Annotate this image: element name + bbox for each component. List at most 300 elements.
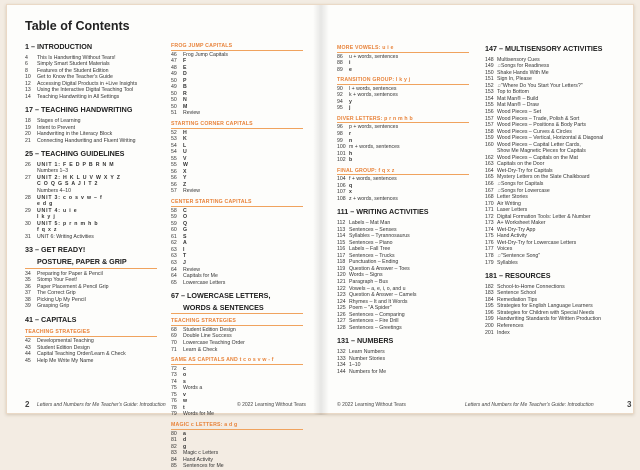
toc-entry[interactable] (485, 260, 621, 267)
entry-title: r (349, 131, 352, 138)
entry-title: Sentences – Fire Drill (349, 318, 399, 325)
entry-title: UNIT 3: c o s v w – f (37, 194, 103, 201)
entry-title: j (349, 105, 352, 112)
entry-title: UNIT 2: H K L U V W X Y Z (37, 174, 121, 181)
entry-title: m + words, sentences (349, 144, 400, 151)
music-note-icon: ♫ (497, 187, 501, 194)
subsection-heading: SAME AS CAPITALS AND t c o s v w - f (171, 357, 303, 365)
right-page-number: 3 (627, 400, 632, 409)
entry-title: X (183, 168, 188, 175)
left-page (7, 5, 321, 470)
subsection-heading: TEACHING STRATEGIES (171, 318, 303, 326)
entry-title: z + words, sentences (349, 195, 398, 202)
entry-page-number: 75 (171, 391, 177, 398)
entry-title: References (497, 322, 524, 329)
entry-title: U (183, 149, 188, 156)
entry-title: Grasping Grip (37, 303, 70, 310)
entry-page-number: 178 (485, 253, 494, 259)
entry-title: b (349, 157, 353, 164)
entry-page-number: 75 (171, 385, 177, 392)
entry-page-number: 201 (485, 329, 494, 336)
section-heading: 1 – INTRODUCTION (25, 42, 93, 51)
music-note-icon: ♫ (497, 63, 501, 70)
entry-page-number: 50 (171, 103, 177, 110)
entry-title: Capital Teaching Order/Learn & Check (37, 351, 126, 358)
entry-title: q (349, 182, 353, 189)
left-footer-text: Letters and Numbers for Me Teacher's Guide: Introduction (37, 402, 166, 408)
entry-title: Voices (497, 246, 513, 253)
entry-title: Hand Activity (497, 233, 527, 240)
entry-title: G (183, 227, 188, 234)
entry-page-number: 149 (485, 63, 494, 70)
entry-page-number: 183 (485, 290, 494, 297)
toc-column-4 (485, 45, 621, 336)
entry-page-number: 199 (485, 316, 494, 323)
entry-page-number: 38 (25, 296, 31, 303)
entry-title: Words for Me (183, 411, 215, 418)
entry-page-number: 179 (485, 259, 494, 266)
right-footer-text: Letters and Numbers for Me Teacher's Guide: Introduction (465, 402, 594, 408)
entry-title: Sign In, Please (497, 76, 532, 83)
entry-title: R (183, 90, 188, 97)
entry-title: Using the Interactive Digital Teaching Tool (37, 87, 134, 94)
entry-title: Q (183, 220, 188, 227)
entry-page-number: 54 (171, 149, 177, 156)
section-heading: 25 – TEACHING GUIDELINES (25, 149, 125, 159)
entry-page-number: 68 (171, 326, 177, 333)
entry-page-number: 158 (485, 128, 494, 135)
entry-page-number: 160 (485, 141, 494, 148)
entry-page-number: 125 (337, 305, 346, 312)
entry-title: Get to Know the Teacher's Guide (37, 74, 113, 81)
entry-title: Numbers for Me (349, 368, 387, 375)
entry-page-number: 50 (171, 90, 177, 97)
entry-page-number: 19 (25, 124, 31, 131)
entry-title: Help Me Write My Name (37, 357, 94, 364)
entry-title: Lowercase Teaching Order (183, 339, 245, 346)
entry-title: Syllables – Tyrannosaurus (349, 233, 410, 240)
left-page-number: 2 (25, 400, 30, 409)
entry-title: Rhymes – It and It Words (349, 298, 408, 305)
entry-page-number: 127 (337, 318, 346, 325)
toc-entry[interactable] (337, 325, 469, 332)
entry-page-number: 49 (171, 84, 177, 91)
entry-page-number: 44 (25, 351, 31, 358)
section-heading: 147 – MULTISENSORY ACTIVITIES (485, 44, 603, 53)
entry-page-number: 63 (171, 246, 177, 253)
entry-page-number: 172 (485, 213, 494, 220)
entry-page-number: 88 (337, 60, 343, 67)
entry-title: C (183, 207, 188, 214)
entry-page-number: 62 (171, 240, 177, 247)
toc-entry[interactable] (25, 138, 157, 145)
entry-title: Sentences – Comparing (349, 311, 405, 318)
entry-page-number: 58 (171, 207, 177, 214)
entry-page-number: 56 (171, 175, 177, 182)
entry-page-number: 102 (337, 157, 346, 164)
entry-page-number: 63 (171, 253, 177, 260)
entry-page-number: 71 (171, 346, 177, 353)
entry-page-number: 159 (485, 135, 494, 142)
entry-page-number: 123 (337, 292, 346, 299)
section-heading: 181 – RESOURCES (485, 271, 551, 281)
section-heading: POSTURE, PAPER & GRIP (25, 258, 157, 269)
entry-title: Stages of Learning (37, 118, 81, 125)
entry-title: l + words, sentences (349, 85, 397, 92)
entry-page-number: 37 (25, 290, 31, 297)
entry-page-number: 27 (25, 174, 31, 181)
entry-title: Magic c Letters (183, 450, 219, 457)
entry-page-number: 83 (171, 450, 177, 457)
entry-page-number: 26 (25, 161, 31, 168)
entry-page-number: 28 (25, 194, 31, 201)
entry-title: Mat Man® – Build (497, 95, 539, 102)
subsection-heading: FINAL GROUP: f q x z (337, 168, 469, 176)
entry-page-number: 163 (485, 161, 494, 168)
entry-page-number: 171 (485, 207, 494, 214)
entry-title: w (183, 398, 188, 405)
entry-page-number: 20 (25, 131, 31, 138)
entry-title: "Where Do You Start Your Letters?" (501, 82, 583, 89)
entry-title: c (183, 365, 187, 372)
entry-page-number: 184 (485, 296, 494, 303)
entry-title: Learn Numbers (349, 348, 385, 355)
toc-column-1 (25, 43, 157, 364)
entry-title: Poem – "A Spider" (349, 305, 392, 312)
entry-title: Sentences – Greetings (349, 324, 402, 331)
entry-title: L (183, 142, 187, 149)
entry-title: f q x z (37, 227, 58, 234)
entry-title: Wood Pieces – Capital Letter Cards, (497, 141, 581, 148)
entry-title: Handwriting in the Literacy Block (37, 131, 113, 138)
entry-page-number: 82 (171, 443, 177, 450)
entry-title: B (183, 84, 188, 91)
entry-page-number: 78 (171, 404, 177, 411)
entry-title: Lowercase Letters (183, 279, 226, 286)
entry-title: Accessing Digital Products in +Live Insights (37, 80, 138, 87)
subsection-heading: CENTER STARTING CAPITALS (171, 199, 303, 207)
toc-entry[interactable] (25, 303, 157, 310)
subsection-heading: MAGIC c LETTERS: a d g (171, 422, 303, 430)
entry-title: M (183, 103, 189, 110)
entry-title: Sentences for Me (183, 463, 224, 470)
entry-title: a (183, 430, 187, 437)
toc-entry[interactable] (485, 330, 621, 337)
entry-title: N (183, 97, 188, 104)
entry-page-number: 166 (485, 180, 494, 187)
toc-entry[interactable] (337, 105, 469, 112)
entry-title: Words – Signs (349, 272, 383, 279)
entry-page-number: 176 (485, 239, 494, 246)
toc-entry[interactable] (25, 94, 157, 101)
entry-page-number: 84 (171, 456, 177, 463)
entry-page-number: 64 (171, 266, 177, 273)
entry-title: Mat Man® – Draw (497, 102, 539, 109)
entry-page-number: 59 (171, 214, 177, 221)
entry-page-number: 80 (171, 430, 177, 437)
entry-title: Question & Answer – Toes (349, 265, 410, 272)
entry-page-number: 54 (171, 142, 177, 149)
entry-title: Paper Placement & Pencil Grip (37, 283, 109, 290)
entry-page-number: 43 (25, 344, 31, 351)
entry-title: Songs for Readiness (501, 63, 550, 70)
toc-entry[interactable] (25, 358, 157, 365)
entry-title: V (183, 155, 188, 162)
entry-title: v (183, 391, 187, 398)
entry-title: Wood Pieces – Vertical, Horizontal & Diagonal (497, 135, 604, 142)
entry-title: Wood Pieces – Positions & Body Parts (497, 122, 587, 129)
section-heading: WORDS & SENTENCES (171, 304, 303, 315)
entry-title: g (183, 443, 187, 450)
entry-page-number: 50 (171, 77, 177, 84)
entry-title: Air Writing (497, 200, 521, 207)
entry-page-number: 156 (485, 108, 494, 115)
entry-title: UNIT 5: p r n m h b (37, 220, 99, 227)
subsection-heading: DIVER LETTERS: p r n m h b (337, 116, 469, 124)
entry-title: Numbers 4–10 (37, 187, 72, 194)
entry-title: Mystery Letters on the Slate Chalkboard (497, 174, 590, 181)
entry-page-number: 118 (337, 259, 346, 266)
entry-page-number: 31 (25, 233, 31, 240)
entry-page-number: 89 (337, 66, 343, 73)
entry-page-number: 92 (337, 92, 343, 99)
entry-page-number: 34 (25, 270, 31, 277)
entry-title: t (183, 404, 186, 411)
entry-title: f + words, sentences (349, 176, 397, 183)
entry-title: x (349, 189, 353, 196)
subsection-heading: MORE VOWELS: u i e (337, 45, 469, 53)
music-note-icon: ♫ (497, 180, 501, 187)
entry-title: k + words, sentences (349, 92, 398, 99)
entry-page-number: 157 (485, 115, 494, 122)
section-heading: 111 – WRITING ACTIVITIES (337, 207, 429, 217)
toc-entry[interactable] (337, 369, 469, 376)
entry-title: K (183, 136, 188, 143)
entry-page-number: 162 (485, 154, 494, 161)
entry-page-number: 126 (337, 311, 346, 318)
entry-title: Frog Jump Capitals (183, 51, 228, 58)
entry-page-number: 42 (25, 337, 31, 344)
section-heading: 41 – CAPITALS (25, 314, 77, 324)
entry-page-number: 6 (25, 61, 28, 68)
toc-entry[interactable] (337, 196, 469, 203)
entry-title: Capitals for Me (183, 273, 218, 280)
entry-page-number: 8 (25, 67, 28, 74)
entry-title: Hand Activity (183, 456, 213, 463)
entry-title: I (183, 246, 186, 253)
entry-title: Top to Bottom (497, 89, 530, 96)
entry-page-number: 72 (171, 365, 177, 372)
entry-title: Review (183, 110, 201, 117)
entry-title: p + words, sentences (349, 124, 399, 131)
entry-title: Stomp Your Feet! (37, 277, 78, 284)
entry-page-number: 4 (25, 54, 28, 61)
entry-title: Wood Pieces – Set (497, 108, 542, 115)
entry-page-number: 164 (485, 167, 494, 174)
entry-title: Teaching Handwriting in All Settings (37, 93, 120, 100)
entry-title: Labels – Fall Tree (349, 246, 391, 253)
entry-title: The Correct Grip (37, 290, 76, 297)
entry-page-number: 86 (337, 53, 343, 60)
entry-title: Sentences – Piano (349, 239, 393, 246)
entry-title: H (183, 129, 188, 136)
entry-title: J (183, 259, 187, 266)
entry-title: UNIT 1: F E D P B R N M (37, 161, 115, 168)
entry-title: A+ Worksheet Maker (497, 220, 546, 227)
entry-title: Wood Pieces – Capitals on the Mat (497, 154, 578, 161)
entry-title: P (183, 77, 188, 84)
entry-title: Wood Pieces – Trade, Polish & Sort (497, 115, 580, 122)
toc-entry[interactable] (171, 280, 303, 287)
entry-title: e d g (37, 201, 54, 208)
entry-page-number: 76 (171, 398, 177, 405)
right-copyright: © 2022 Learning Without Tears (337, 402, 406, 408)
entry-page-number: 134 (337, 362, 346, 369)
entry-title: Remediation Tips (497, 296, 538, 303)
entry-page-number: 100 (337, 144, 346, 151)
entry-title: u + words, sentences (349, 53, 399, 60)
entry-title: Sentences – Trucks (349, 252, 395, 259)
entry-page-number: 155 (485, 102, 494, 109)
entry-page-number: 69 (171, 333, 177, 340)
toc-column-3 (337, 45, 469, 375)
entry-title: Strategies for English Language Learners (497, 303, 593, 310)
page-title: Table of Contents (25, 19, 130, 33)
entry-page-number: 154 (485, 95, 494, 102)
entry-title: Developmental Teaching (37, 337, 94, 344)
entry-page-number: 113 (337, 226, 346, 233)
subsection-heading: TEACHING STRATEGIES (25, 329, 157, 337)
entry-title: Preparing for Paper & Pencil (37, 270, 103, 277)
entry-page-number: 112 (337, 220, 346, 227)
entry-title: Review (183, 188, 201, 195)
entry-title: Wet-Dry-Try App (497, 226, 536, 233)
entry-page-number: 61 (171, 233, 177, 240)
entry-page-number: 170 (485, 200, 494, 207)
toc-entry[interactable] (171, 411, 303, 418)
entry-page-number: 132 (337, 348, 346, 355)
entry-title: Vowels – a, e, i, o, and u (349, 285, 406, 292)
subsection-heading: STARTING CORNER CAPITALS (171, 121, 303, 129)
entry-title: C O Q G S A J I T 2 (37, 181, 99, 188)
entry-title: Learn & Check (183, 346, 218, 353)
entry-page-number: 150 (485, 69, 494, 76)
section-heading: 131 – NUMBERS (337, 336, 394, 346)
entry-title: Question & Answer – Camels (349, 292, 417, 299)
entry-title: Numbers 1–3 (37, 168, 69, 175)
entry-title: Multisensory Cues (497, 56, 540, 63)
entry-page-number: 151 (485, 76, 494, 83)
entry-title: Show Me Magnetic Pieces for Capitals (497, 148, 586, 155)
entry-title: O (183, 214, 188, 221)
music-note-icon: ♫ (497, 82, 501, 89)
entry-title: Simply Smart Student Materials (37, 61, 110, 68)
entry-page-number: 18 (25, 118, 31, 125)
entry-title: y (349, 98, 353, 105)
toc-entry[interactable] (171, 463, 303, 470)
entry-page-number: 73 (171, 372, 177, 379)
entry-title: e (349, 66, 353, 73)
entry-page-number: 195 (485, 303, 494, 310)
entry-page-number: 119 (337, 265, 346, 272)
entry-page-number: 120 (337, 272, 346, 279)
entry-page-number: 152 (485, 82, 494, 89)
entry-title: D (183, 71, 188, 78)
entry-title: Double Line Success (183, 333, 232, 340)
entry-page-number: 94 (337, 98, 343, 105)
entry-page-number: 196 (485, 309, 494, 316)
entry-title: Syllables (497, 259, 518, 266)
entry-title: d (183, 437, 187, 444)
entry-page-number: 175 (485, 233, 494, 240)
entry-page-number: 57 (171, 188, 177, 195)
entry-page-number: 101 (337, 150, 346, 157)
entry-title: Handwriting Standards for Written Production (497, 316, 601, 323)
entry-page-number: 173 (485, 220, 494, 227)
entry-title: Punctuation – Ending (349, 259, 399, 266)
entry-page-number: 182 (485, 283, 494, 290)
entry-title: Labels – Mat Man (349, 220, 391, 227)
toc-entry[interactable] (171, 347, 303, 354)
section-heading: 17 – TEACHING HANDWRITING (25, 105, 133, 115)
entry-page-number: 74 (171, 378, 177, 385)
entry-page-number: 165 (485, 174, 494, 181)
entry-page-number: 21 (25, 137, 31, 144)
entry-title: UNIT 4: u i e (37, 207, 78, 214)
entry-page-number: 98 (337, 131, 343, 138)
entry-page-number: 47 (171, 58, 177, 65)
entry-page-number: 36 (25, 283, 31, 290)
entry-page-number: 99 (337, 137, 343, 144)
entry-page-number: 12 (25, 80, 31, 87)
entry-title: o (183, 372, 187, 379)
left-copyright: © 2022 Learning Without Tears (237, 402, 306, 408)
entry-title: Wet-Dry-Try for Capitals (497, 167, 553, 174)
entry-page-number: 106 (337, 182, 346, 189)
entry-title: Connecting Handwriting and Fluent Writing (37, 137, 136, 144)
entry-title: Strategies for Children with Special Needs (497, 309, 595, 316)
toc-entry[interactable] (171, 188, 303, 195)
entry-page-number: 63 (171, 259, 177, 266)
entry-title: i (349, 60, 352, 67)
entry-page-number: 124 (337, 298, 346, 305)
toc-entry[interactable] (337, 67, 469, 74)
entry-page-number: 64 (171, 273, 177, 280)
section-heading: 67 – LOWERCASE LETTERS, (171, 291, 271, 301)
toc-entry[interactable] (25, 234, 157, 241)
entry-page-number: 128 (337, 324, 346, 331)
entry-title: Review (183, 266, 201, 273)
entry-title: s (183, 378, 187, 385)
entry-page-number: 51 (171, 110, 177, 117)
entry-title: Number Stories (349, 355, 386, 362)
entry-page-number: 168 (485, 194, 494, 201)
entry-page-number: 144 (337, 368, 346, 375)
entry-page-number: 115 (337, 239, 346, 246)
entry-title: Sentences – Senses (349, 226, 397, 233)
entry-page-number: 79 (171, 411, 177, 418)
entry-page-number: 85 (171, 463, 177, 470)
entry-title: Index (497, 329, 510, 336)
entry-page-number: 70 (171, 339, 177, 346)
toc-entry[interactable] (171, 110, 303, 117)
toc-entry[interactable] (337, 157, 469, 164)
entry-title: Shake Hands With Me (497, 69, 549, 76)
entry-title: 1–10 (349, 362, 361, 369)
entry-title: Digital Formation Tools: Letter & Number (497, 213, 591, 220)
entry-page-number: 39 (25, 303, 31, 310)
entry-page-number: 14 (25, 93, 31, 100)
